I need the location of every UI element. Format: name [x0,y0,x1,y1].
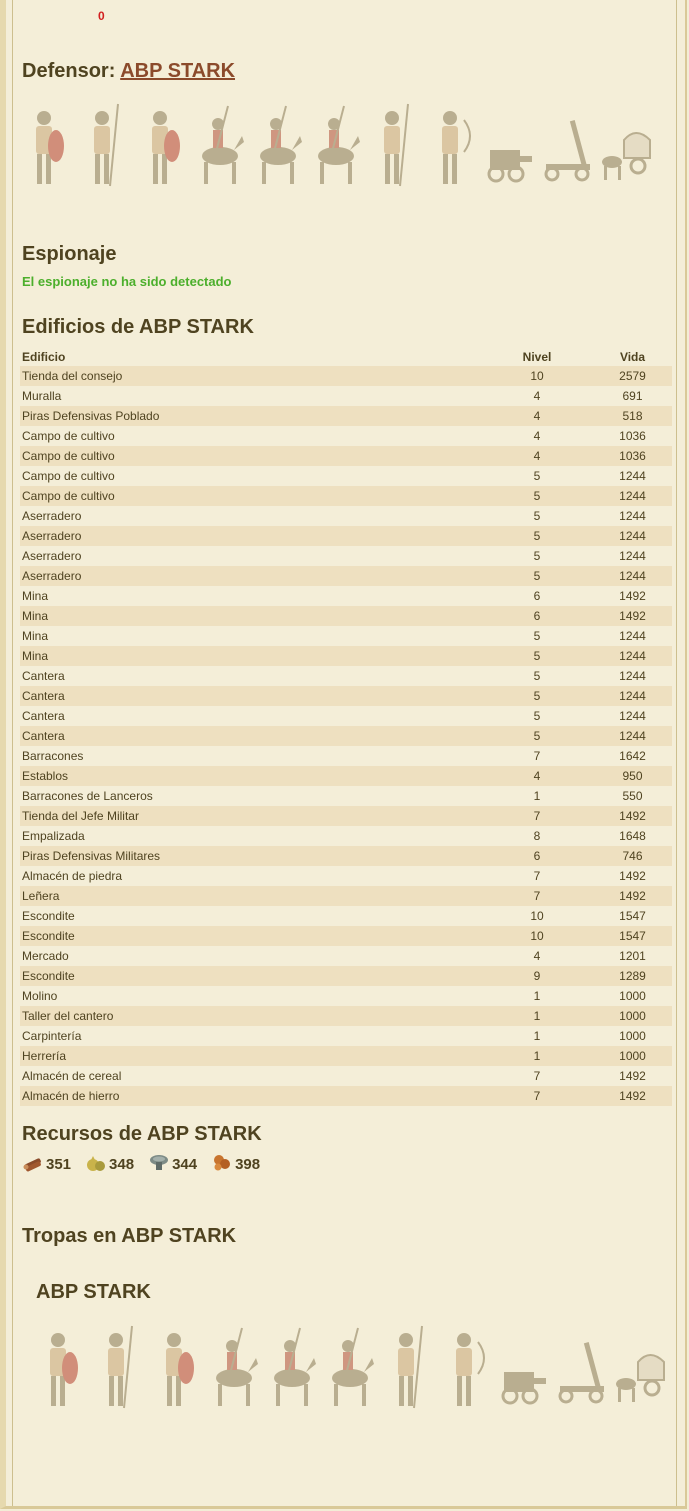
building-life: 2579 [593,366,672,386]
building-row [20,366,672,386]
header-level: Nivel [522,349,552,364]
building-level: 6 [505,846,569,866]
heavy-cavalry-icon [324,1322,376,1412]
resource-item [85,1152,134,1176]
building-life: 1244 [593,526,672,546]
building-spacer [569,366,593,386]
cavalry-icon [252,100,304,190]
building-name: Cantera [20,726,505,746]
building-life: 1244 [593,566,672,586]
resource-amount: 398 [235,1155,261,1173]
defender-label: Defensor: [22,60,116,82]
header-spacer [569,347,593,366]
building-life: 1492 [593,886,672,906]
building-level: 4 [505,766,569,786]
report-counter: 0 [98,9,105,23]
building-row [20,866,672,886]
building-row [20,546,672,566]
building-name: Mina [20,606,505,626]
building-spacer [569,486,593,506]
defender-name-link[interactable]: ABP STARK [120,60,236,82]
building-spacer [569,926,593,946]
building-row [20,906,672,926]
building-row [20,846,672,866]
building-level: 10 [505,926,569,946]
building-life: 1244 [619,669,646,683]
building-life: 1000 [593,1046,672,1066]
building-spacer [569,526,593,546]
building-name: Campo de cultivo [20,446,505,466]
building-spacer [569,686,593,706]
building-name: Empalizada [22,829,85,843]
building-life: 1244 [593,646,672,666]
building-life: 1000 [593,1006,672,1026]
building-level: 5 [505,686,569,706]
building-name: Campo de cultivo [22,429,115,443]
building-level: 5 [533,469,541,483]
building-row [20,666,672,686]
header-life: Vida [619,349,646,364]
building-name: Campo de cultivo [20,486,505,506]
building-spacer [569,666,593,686]
building-spacer [569,966,593,986]
building-spacer [569,846,593,866]
buildings-title: Edificios de ABP STARK [22,316,254,338]
building-spacer [569,566,593,586]
resources-title: Recursos de ABP STARK [22,1123,262,1145]
building-row [20,426,672,446]
building-life: 1244 [619,469,646,483]
building-row [20,486,672,506]
building-level: 4 [533,429,541,443]
building-life: 1244 [619,709,646,723]
building-row [20,566,672,586]
building-spacer [569,1086,593,1106]
building-life: 1244 [593,686,672,706]
building-name: Carpintería [22,1029,82,1043]
building-row [20,526,672,546]
building-row [20,466,672,486]
building-level: 6 [505,606,569,626]
building-life: 1492 [593,806,672,826]
building-life: 746 [593,846,672,866]
building-level: 5 [505,566,569,586]
building-life: 1642 [619,749,646,763]
building-life: 1000 [619,989,646,1003]
building-spacer [569,706,593,726]
building-life: 1492 [593,606,672,626]
buildings-header-row [20,347,672,366]
building-level: 5 [533,669,541,683]
building-spacer [569,426,593,446]
building-life: 1547 [593,926,672,946]
building-life: 1289 [593,966,672,986]
building-level: 7 [505,806,569,826]
troops-units-row [34,1316,666,1412]
building-name: Cantera [22,669,65,683]
building-row [20,766,672,786]
spearman-icon [382,1322,434,1412]
building-row [20,646,672,666]
defender-heading [22,60,235,83]
building-level: 5 [533,629,541,643]
building-name: Molino [22,989,58,1003]
building-name: Aserradero [22,509,82,523]
building-spacer [569,906,593,926]
building-life: 1201 [619,949,646,963]
building-name: Taller del cantero [20,1006,505,1026]
resource-amount: 344 [172,1155,198,1173]
building-name: Escondite [20,966,505,986]
building-row [20,966,672,986]
building-level: 7 [533,1069,541,1083]
catapult-icon [556,1322,608,1412]
building-spacer [569,726,593,746]
header-building: Edificio [22,349,66,364]
stone-icon [148,1152,170,1176]
building-level: 4 [533,389,541,403]
resource-item [22,1152,71,1176]
building-level: 1 [505,1006,569,1026]
building-name: Piras Defensivas Militares [20,846,505,866]
building-name: Aserradero [22,549,82,563]
building-row [20,1046,672,1066]
building-life: 1036 [619,429,646,443]
building-life: 1547 [619,909,646,923]
building-name: Piras Defensivas Poblado [20,406,505,426]
building-row [20,506,672,526]
building-spacer [569,1026,593,1046]
building-level: 4 [505,406,569,426]
building-life: 1036 [593,446,672,466]
building-name: Almacén de hierro [20,1086,505,1106]
building-row [20,586,672,606]
building-level: 5 [533,709,541,723]
building-level: 10 [505,366,569,386]
building-life: 1244 [593,726,672,746]
building-life: 1244 [593,486,672,506]
building-level: 7 [505,1086,569,1106]
spearman-icon [368,100,420,190]
building-name: Almacén de cereal [22,1069,122,1083]
building-life: 1244 [619,629,646,643]
espionage-title: Espionaje [22,243,117,265]
building-name: Tienda del consejo [20,366,505,386]
building-life: 518 [593,406,672,426]
building-row [20,1026,672,1046]
principe-icon [136,100,188,190]
building-level: 1 [533,789,541,803]
building-spacer [569,786,593,806]
building-life: 1492 [593,1086,672,1106]
building-name: Almacén de piedra [22,869,123,883]
building-name: Tienda del Jefe Militar [20,806,505,826]
building-name: Aserradero [20,566,505,586]
building-name: Aserradero [20,526,505,546]
horse-archer-icon [194,100,246,190]
building-spacer [569,466,593,486]
building-level: 10 [530,909,544,923]
ballista-icon [498,1322,550,1412]
building-spacer [569,546,593,566]
building-name: Escondite [20,926,505,946]
building-name: Muralla [22,389,62,403]
resource-item [211,1152,260,1176]
grain-icon [85,1152,107,1176]
legionary-icon [20,100,72,190]
building-row [20,746,672,766]
archer-icon [426,100,478,190]
building-name: Cantera [22,709,65,723]
building-row [20,386,672,406]
building-level: 4 [533,949,541,963]
building-level: 4 [505,446,569,466]
building-spacer [569,1006,593,1026]
oxcart-icon [600,100,652,190]
building-spacer [569,986,593,1006]
buildings-table [20,347,672,1106]
building-spacer [569,606,593,626]
wood-icon [22,1152,44,1176]
building-level: 6 [533,589,541,603]
building-row [20,726,672,746]
archer-icon [440,1322,492,1412]
building-life: 1492 [619,589,646,603]
cavalry-icon [266,1322,318,1412]
building-level: 1 [505,1046,569,1066]
building-name: Establos [20,766,505,786]
building-name: Cantera [20,686,505,706]
building-level: 5 [505,646,569,666]
building-row [20,626,672,646]
building-spacer [569,626,593,646]
building-spacer [569,446,593,466]
building-row [20,406,672,426]
building-name: Mina [22,589,49,603]
building-level: 1 [533,989,541,1003]
building-row [20,1006,672,1026]
iron-icon [211,1152,233,1176]
troops-title: Tropas en ABP STARK [22,1225,237,1247]
building-row [20,786,672,806]
building-row [20,926,672,946]
building-row [20,1066,672,1086]
building-level: 5 [533,549,541,563]
building-spacer [569,866,593,886]
building-spacer [569,1066,593,1086]
building-level: 5 [533,509,541,523]
resource-item [148,1152,197,1176]
building-spacer [569,826,593,846]
building-life: 1492 [619,1069,646,1083]
building-spacer [569,886,593,906]
resource-amount: 348 [109,1155,135,1173]
building-row [20,606,672,626]
heavy-cavalry-icon [310,100,362,190]
catapult-icon [542,100,594,190]
building-name: Mercado [22,949,69,963]
building-spacer [569,646,593,666]
building-level: 7 [533,749,541,763]
building-row [20,806,672,826]
building-name: Barracones de Lanceros [22,789,153,803]
hastatus-icon [78,100,130,190]
building-level: 5 [505,526,569,546]
building-spacer [569,506,593,526]
building-name: Herrería [20,1046,505,1066]
building-spacer [569,946,593,966]
building-level: 9 [505,966,569,986]
building-level: 7 [505,886,569,906]
building-spacer [569,746,593,766]
building-name: Campo de cultivo [22,469,115,483]
building-life: 1000 [619,1029,646,1043]
building-life: 691 [622,389,643,403]
building-name: Barracones [22,749,84,763]
building-row [20,886,672,906]
troops-village-name: ABP STARK [36,1281,151,1303]
building-row [20,446,672,466]
building-spacer [569,806,593,826]
building-level: 5 [505,486,569,506]
building-row [20,946,672,966]
building-life: 950 [593,766,672,786]
principe-icon [150,1322,202,1412]
resource-amount: 351 [46,1155,72,1173]
ballista-icon [484,100,536,190]
espionage-status: El espionaje no ha sido detectado [22,274,232,289]
building-level: 5 [505,726,569,746]
building-spacer [569,586,593,606]
building-level: 8 [533,829,541,843]
building-name: Mina [20,646,505,666]
building-row [20,706,672,726]
building-life: 550 [622,789,643,803]
building-row [20,986,672,1006]
building-level: 1 [533,1029,541,1043]
defender-units-row [20,94,652,190]
building-life: 1492 [619,869,646,883]
hastatus-icon [92,1322,144,1412]
building-spacer [569,386,593,406]
building-row [20,1086,672,1106]
building-life: 1648 [619,829,646,843]
building-spacer [569,766,593,786]
resources-list [22,1152,260,1176]
oxcart-icon [614,1322,666,1412]
building-name: Mina [22,629,49,643]
building-spacer [569,1046,593,1066]
horse-archer-icon [208,1322,260,1412]
building-level: 7 [533,869,541,883]
building-row [20,826,672,846]
building-life: 1244 [619,549,646,563]
legionary-icon [34,1322,86,1412]
building-name: Leñera [20,886,505,906]
building-name: Escondite [22,909,75,923]
building-row [20,686,672,706]
building-life: 1244 [619,509,646,523]
building-spacer [569,406,593,426]
